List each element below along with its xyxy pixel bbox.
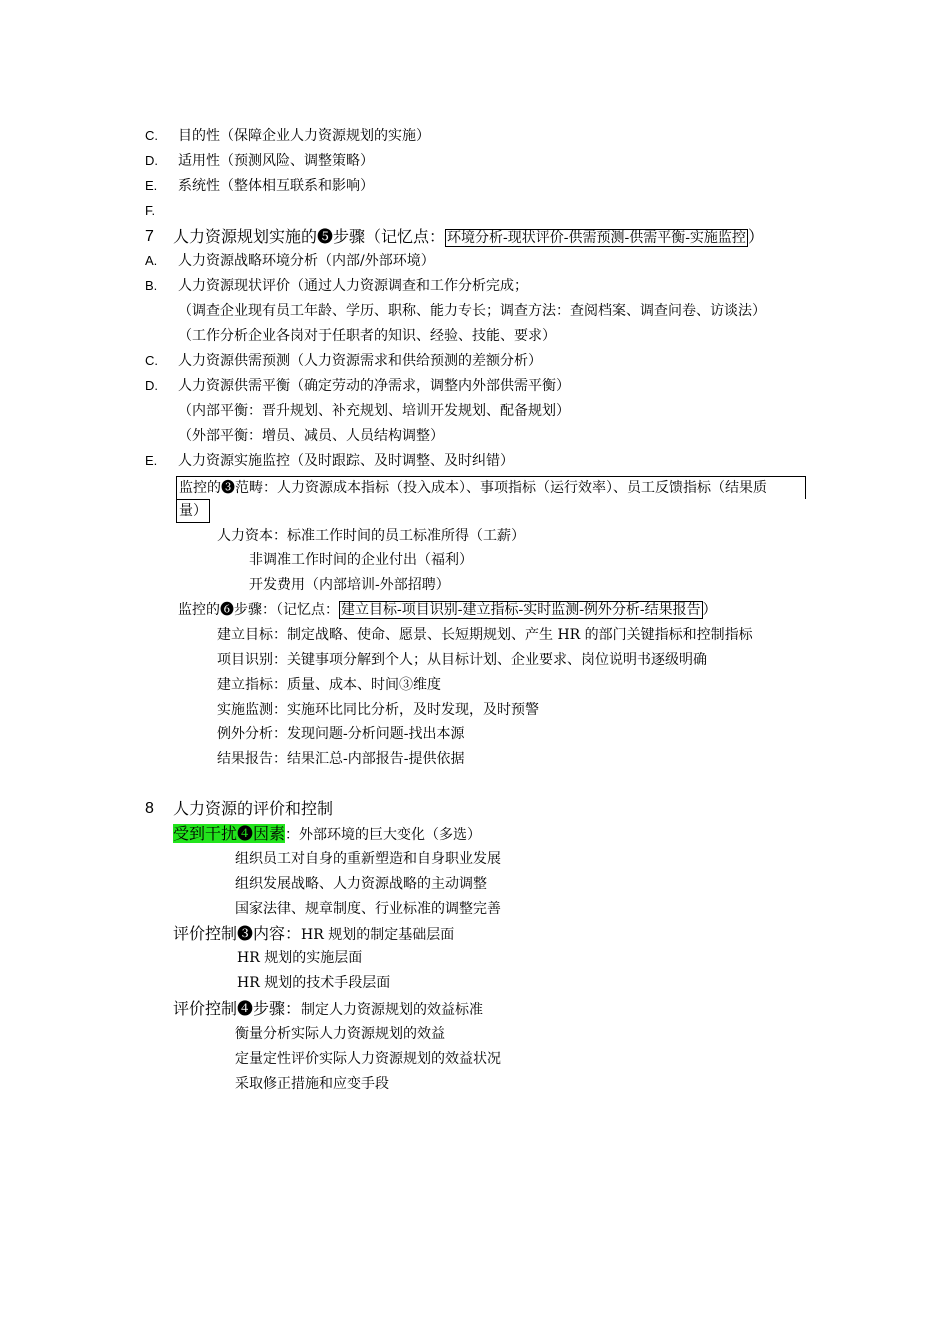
- sec7-label-d: D.: [145, 378, 158, 393]
- cost-welfare: 非调准工作时间的企业付出（福利）: [249, 552, 473, 568]
- list-item-purpose: 目的性（保障企业人力资源规划的实施）: [178, 128, 430, 144]
- list-label-f: F.: [145, 203, 156, 218]
- sec7-item-monitor: 人力资源实施监控（及时跟踪、及时调整、及时纠错）: [178, 453, 514, 469]
- sec7-status-survey: （调查企业现有员工年龄、学历、职称、能力专长；调查方法：查阅档案、调查问卷、访谈法）: [178, 303, 766, 319]
- section-8-number: 8: [145, 800, 154, 817]
- sec7-label-c: C.: [145, 353, 158, 368]
- section-7-number: 7: [145, 228, 154, 245]
- factors-line: [173, 824, 481, 845]
- monitor-steps-pre: 监控的❻步骤：（记忆点：: [178, 602, 339, 618]
- monitor-steps-post: ）: [702, 602, 717, 618]
- eval-step-measure: 衡量分析实际人力资源规划的效益: [235, 1026, 445, 1042]
- factor-external: 外部环境的巨大变化（多选）: [299, 827, 482, 843]
- eval-content-label: 评价控制❸内容：: [173, 924, 302, 943]
- factor-strategy: 组织发展战略、人力资源战略的主动调整: [235, 876, 487, 892]
- sec7-balance-internal: （内部平衡：晋升规划、补充规划、培训开发规划、配备规划）: [178, 403, 570, 419]
- eval-content-basis: HR 规划的制定基础层面: [301, 927, 455, 943]
- list-item-systematic: 系统性（整体相互联系和影响）: [178, 178, 374, 194]
- monitor-step-monitoring: 实施监测：实施环比同比分析，及时发现，及时预警: [217, 702, 539, 718]
- eval-step-standard: 制定人力资源规划的效益标准: [301, 1002, 484, 1018]
- section-7-memo-box: 环境分析-现状评价-供需预测-供需平衡-实施监控: [447, 230, 746, 246]
- monitor-steps-memo-box: 建立目标-项目识别-建立指标-实时监测-例外分析-结果报告: [341, 602, 701, 618]
- monitor-step-report: 结果报告：结果汇总-内部报告-提供依据: [217, 751, 465, 767]
- sec7-item-balance: 人力资源供需平衡（确定劳动的净需求，调整内外部供需平衡）: [178, 378, 570, 394]
- sec7-label-b: B.: [145, 278, 158, 293]
- eval-step-correct: 采取修正措施和应变手段: [235, 1076, 389, 1092]
- list-label-d: D.: [145, 153, 158, 168]
- sec7-item-forecast: 人力资源供需预测（人力资源需求和供给预测的差额分析）: [178, 353, 542, 369]
- factors-highlight: 受到干扰❹因素: [173, 824, 286, 843]
- monitor-scope-box: [176, 476, 806, 523]
- section-7-heading-post: ）: [747, 227, 764, 246]
- cost-development: 开发费用（内部培训-外部招聘）: [249, 577, 450, 593]
- monitor-step-set-goals: 建立目标：制定战略、使命、愿景、长短期规划、产生 HR 的部门关键指标和控制指标: [217, 627, 753, 643]
- factor-employee: 组织员工对自身的重新塑造和自身职业发展: [235, 851, 501, 867]
- monitor-steps-heading: [178, 600, 717, 620]
- sec7-balance-external: （外部平衡：增员、减员、人员结构调整）: [178, 428, 444, 444]
- sec7-label-a: A.: [145, 253, 158, 268]
- monitor-scope-line2: 量）: [176, 499, 210, 523]
- monitor-step-identify: 项目识别：关键事项分解到个人；从目标计划、企业要求、岗位说明书逐级明确: [217, 652, 707, 668]
- monitor-step-indicators: 建立指标：质量、成本、时间③维度: [217, 677, 441, 693]
- eval-step-evaluate: 定量定性评价实际人力资源规划的效益状况: [235, 1051, 501, 1067]
- factor-law: 国家法律、规章制度、行业标准的调整完善: [235, 901, 501, 917]
- sec7-item-status: 人力资源现状评价（通过人力资源调查和工作分析完成；: [178, 278, 528, 294]
- list-item-applicability: 适用性（预测风险、调整策略）: [178, 153, 374, 169]
- eval-content-line: [173, 924, 454, 945]
- factors-colon: ：: [285, 827, 300, 843]
- monitor-scope-line1: 监控的❸范畴：人力资源成本指标（投入成本）、事项指标（运行效率）、员工反馈指标（结果质: [176, 476, 806, 499]
- sec7-status-job-analysis: （工作分析企业各岗对于任职者的知识、经验、技能、要求）: [178, 328, 556, 344]
- sec7-label-e: E.: [145, 453, 158, 468]
- monitor-step-exception: 例外分析：发现问题-分析问题-找出本源: [217, 726, 465, 742]
- cost-human-capital: 人力资本：标准工作时间的员工标准所得（工薪）: [217, 528, 525, 544]
- section-8-heading: 人力资源的评价和控制: [173, 799, 334, 818]
- eval-content-implementation: HR 规划的实施层面: [237, 950, 363, 966]
- section-7-heading-pre: 人力资源规划实施的❺步骤（记忆点：: [173, 227, 446, 246]
- eval-content-technical: HR 规划的技术手段层面: [237, 975, 391, 991]
- eval-steps-label: 评价控制❹步骤：: [173, 999, 302, 1018]
- list-label-e: E.: [145, 178, 158, 193]
- list-label-c: C.: [145, 128, 158, 143]
- sec7-item-environment: 人力资源战略环境分析（内部/外部环境）: [178, 253, 435, 269]
- section-7-heading: [173, 226, 764, 249]
- eval-steps-line: [173, 999, 483, 1020]
